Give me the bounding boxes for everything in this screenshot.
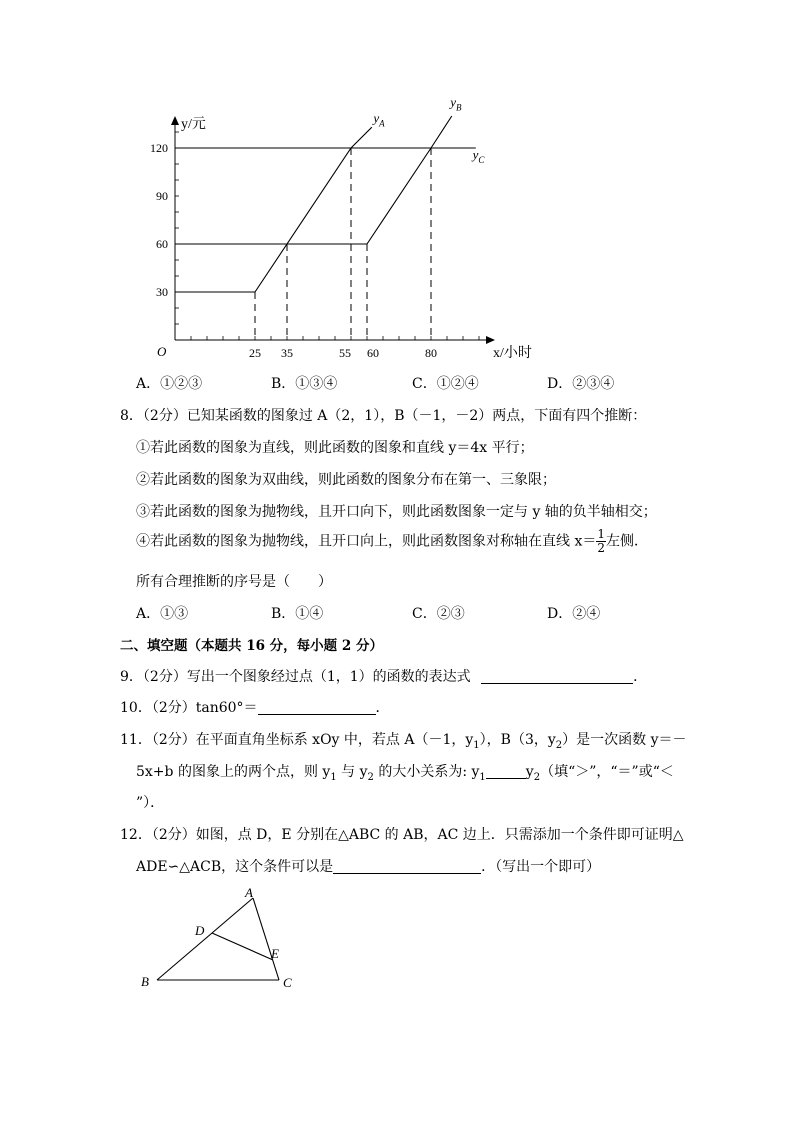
q7-options (136, 373, 696, 393)
x-axis-arrow (486, 336, 495, 344)
y-tick-label: 90 (156, 189, 168, 203)
q10-answer-blank[interactable] (258, 700, 376, 715)
series-label: $y_C$ (472, 147, 485, 166)
y-tick-label: 120 (150, 141, 168, 155)
segment-de (212, 933, 273, 960)
section-title: 二、填空题（本题共 16 分，每小题 2 分） (120, 638, 383, 654)
question-12-line-2 (136, 856, 600, 876)
q11-l1-sub2: 2 (555, 739, 563, 751)
label-e: E (271, 946, 279, 961)
side-ac (253, 898, 279, 980)
x-tick-label: 60 (367, 346, 379, 360)
label-a: A (245, 885, 253, 900)
q8-statement-3: ③若此函数的图象为抛物线，且开口向下，则此函数图象一定与 y 轴的负半轴相交； (136, 504, 657, 520)
series-line-yA (175, 127, 372, 292)
q8-options (136, 603, 696, 623)
q11-l2-sub1: 1 (330, 771, 337, 783)
q8-stem: 8．（2分）已知某函数的图象过 A（2，1），B（－1，－2）两点，下面有四个推断： (120, 408, 647, 424)
q11-l2-sub4: 2 (533, 771, 541, 783)
q8-ask: 所有合理推断的序号是（ ） (136, 574, 332, 590)
q11-l2-sub3: 1 (479, 771, 486, 783)
q7-option-c: C．①②④ (412, 376, 479, 392)
x-axis-label: x/小时 (493, 346, 532, 361)
y-axis-label: y/元 (181, 117, 206, 132)
question-11-line-3: ”）． (136, 795, 165, 811)
side-ab (157, 898, 253, 980)
q7-option-b: B．①③④ (271, 376, 338, 392)
q11-l1-c: ）是一次函数 y＝－ (562, 732, 687, 748)
q12-answer-blank[interactable] (333, 859, 481, 874)
q8-option-c: C．②③ (412, 606, 465, 622)
x-tick-label: 25 (249, 346, 261, 360)
q11-l2-e: （填“＞”，“＝”或“＜ (540, 764, 674, 780)
origin-label: O (157, 344, 167, 359)
q8-statement-4 (136, 528, 648, 555)
x-tick-label: 35 (281, 346, 293, 360)
label-b: B (141, 974, 149, 989)
fraction-denominator: 2 (597, 541, 605, 555)
q11-l2-d: y (525, 764, 534, 780)
q8-option-d: D．②④ (547, 606, 601, 622)
y-tick-label: 30 (156, 285, 168, 299)
label-d: D (195, 923, 205, 938)
q12-l2-a: ADE∽△ACB，这个条件可以是 (136, 859, 334, 875)
y-tick-label: 60 (156, 237, 168, 251)
q8-option-b: B．①④ (271, 606, 324, 622)
fraction-numerator: 1 (597, 527, 605, 541)
q9-end: ． (633, 669, 648, 685)
q11-l1-b: ），B（3，y (479, 732, 556, 748)
q8-s4-pre: ④若此函数的图象为抛物线，且开口向上，则此函数图象对称轴在直线 x＝ (136, 533, 597, 550)
q10-text: 10．（2分）tan60°＝ (120, 700, 258, 716)
question-10 (120, 697, 390, 717)
q12-l2-b: ．（写出一个即可） (481, 859, 601, 875)
label-c: C (283, 975, 292, 990)
y-axis-arrow (171, 116, 179, 125)
q11-answer-blank[interactable] (486, 764, 526, 779)
q11-l1-sub1: 1 (473, 739, 480, 751)
series-line-yB (175, 116, 452, 244)
q10-end: ． (375, 700, 390, 716)
series-label: $y_B$ (450, 95, 462, 113)
question-11-line-1 (120, 729, 687, 751)
x-tick-label: 80 (425, 346, 437, 360)
q11-l2-b: 与 y (336, 764, 368, 780)
series-label: $y_A$ (373, 110, 385, 129)
question-12-line-1: 12．（2分）如图，点 D，E 分别在△ABC 的 AB，AC 边上．只需添加一个条件即可证明△ (120, 827, 684, 843)
fraction-one-half (596, 528, 606, 555)
q11-l2-sub2: 2 (367, 771, 374, 783)
q8-s4-post: 左侧． (605, 533, 648, 550)
q11-l1-a: 11．（2分）在平面直角坐标系 xOy 中，若点 A（－1，y (120, 732, 474, 748)
q9-answer-blank[interactable] (481, 669, 633, 684)
function-graph (130, 95, 560, 370)
q7-option-a: A．①②③ (136, 376, 203, 392)
x-tick-label: 55 (339, 346, 351, 360)
q7-option-d: D．②③④ (547, 376, 615, 392)
q9-text: 9．（2分）写出一个图象经过点（1，1）的函数的表达式 (120, 669, 471, 685)
q8-statement-2: ②若此函数的图象为双曲线，则此函数的图象分布在第一、三象限； (136, 472, 556, 488)
question-11-line-2 (136, 761, 674, 783)
question-9 (120, 666, 647, 686)
q11-l2-c: 的大小关系为: y (373, 764, 480, 780)
q8-option-a: A．①③ (136, 606, 189, 622)
triangle-figure (130, 880, 310, 1000)
q8-statement-1: ①若此函数的图象为直线，则此函数的图象和直线 y＝4x 平行； (136, 440, 534, 456)
q11-l2-a: 5x+b 的图象上的两个点，则 y (136, 764, 331, 780)
